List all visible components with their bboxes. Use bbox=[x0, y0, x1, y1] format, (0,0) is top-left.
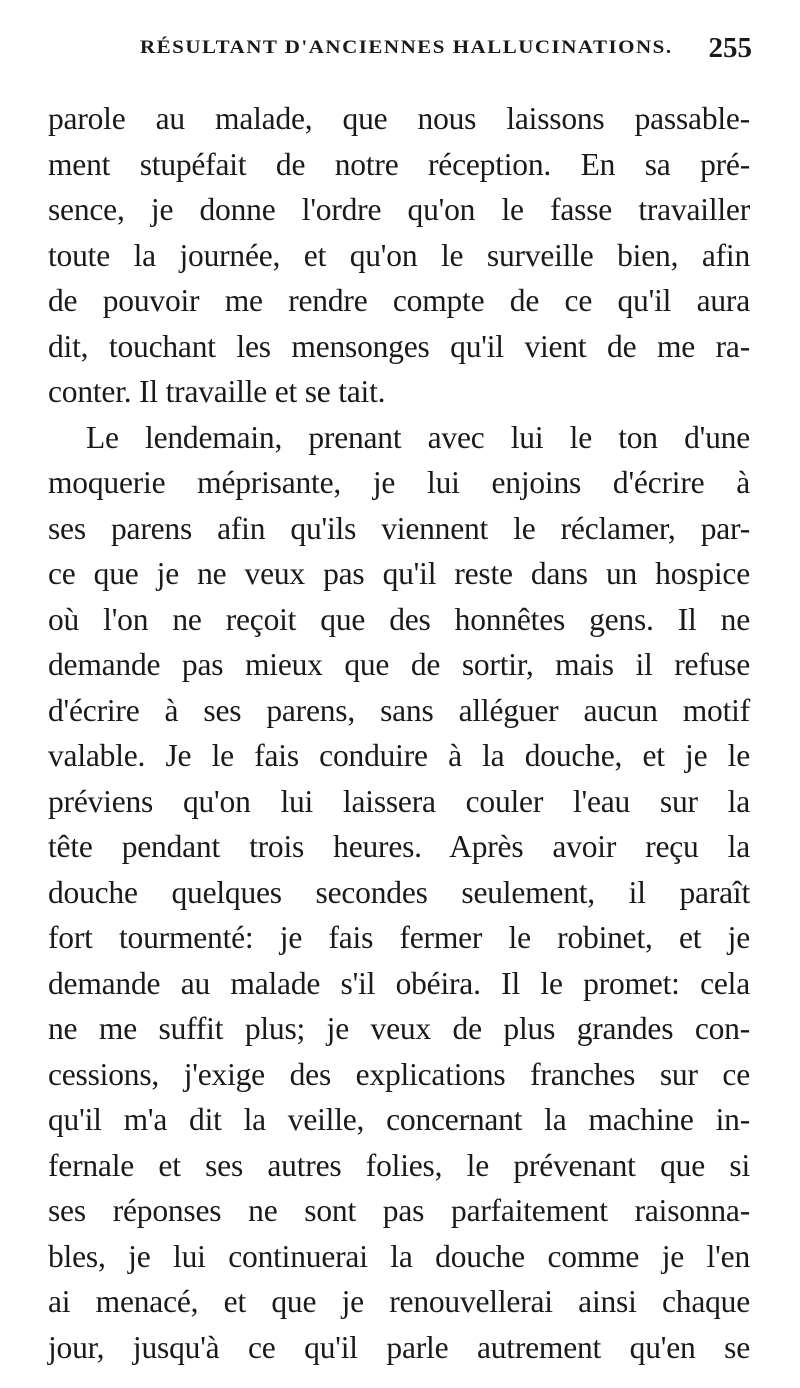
text-line: toute la journée, et qu'on le surveille bien, afin bbox=[48, 237, 750, 273]
text-line: préviens qu'on lui laissera couler l'eau sur la bbox=[48, 783, 750, 819]
text-line: douche quelques secondes seulement, il paraît bbox=[48, 874, 750, 910]
text-line: de pouvoir me rendre compte de ce qu'il aura bbox=[48, 283, 750, 318]
text-line: valable. Je le fais conduire à la douche, et je le bbox=[48, 738, 750, 773]
text-line: dit, touchant les mensonges qu'il vient de me ra- bbox=[48, 328, 750, 364]
text-line: fort tourmenté: je fais fermer le robinet, et je bbox=[48, 920, 750, 955]
text-line: où l'on ne reçoit que des honnêtes gens. Il ne bbox=[48, 601, 750, 637]
text-line: moquerie méprisante, je lui enjoins d'écrire à bbox=[48, 465, 750, 500]
text-line: ses réponses ne sont pas parfaitement raisonna- bbox=[48, 1193, 750, 1228]
text-line: d'écrire à ses parens, sans alléguer aucun motif bbox=[48, 692, 750, 728]
text-line: bles, je lui continuerai la douche comme je l'en bbox=[48, 1238, 750, 1274]
text-line: demande au malade s'il obéira. Il le promet: cela bbox=[48, 965, 750, 1001]
text-line: ce que je ne veux pas qu'il reste dans un hospice bbox=[48, 556, 750, 591]
text-line: ne me suffit plus; je veux de plus grandes con- bbox=[48, 1011, 750, 1046]
text-line: fernale et ses autres folies, le prévenant que si bbox=[48, 1147, 750, 1183]
text-line: cessions, j'exige des explications franches sur ce bbox=[48, 1056, 750, 1092]
text-line: ses parens afin qu'ils viennent le réclamer, par- bbox=[48, 510, 750, 546]
paragraph-end-line: conter. Il travaille et se tait. bbox=[48, 374, 386, 409]
text-line: qu'il m'a dit la veille, concernant la machine in- bbox=[48, 1102, 750, 1137]
paragraph-start-line: Le lendemain, prenant avec lui le ton d'une bbox=[86, 419, 750, 455]
body-text bbox=[48, 96, 750, 1370]
text-line: ment stupéfait de notre réception. En sa pré- bbox=[48, 146, 750, 182]
running-title: RÉSULTANT D'ANCIENNES HALLUCINATIONS. bbox=[140, 36, 673, 58]
text-line: sence, je donne l'ordre qu'on le fasse travailler bbox=[48, 192, 750, 227]
text-line: jour, jusqu'à ce qu'il parle autrement qu'en se bbox=[48, 1329, 750, 1365]
running-head bbox=[48, 32, 752, 76]
text-line: parole au malade, que nous laissons passable- bbox=[48, 101, 750, 136]
text-line: ai menacé, et que je renouvellerai ainsi chaque bbox=[48, 1284, 750, 1319]
text-line: tête pendant trois heures. Après avoir reçu la bbox=[48, 829, 750, 864]
text-line: demande pas mieux que de sortir, mais il refuse bbox=[48, 647, 750, 682]
page-number: 255 bbox=[708, 32, 752, 64]
